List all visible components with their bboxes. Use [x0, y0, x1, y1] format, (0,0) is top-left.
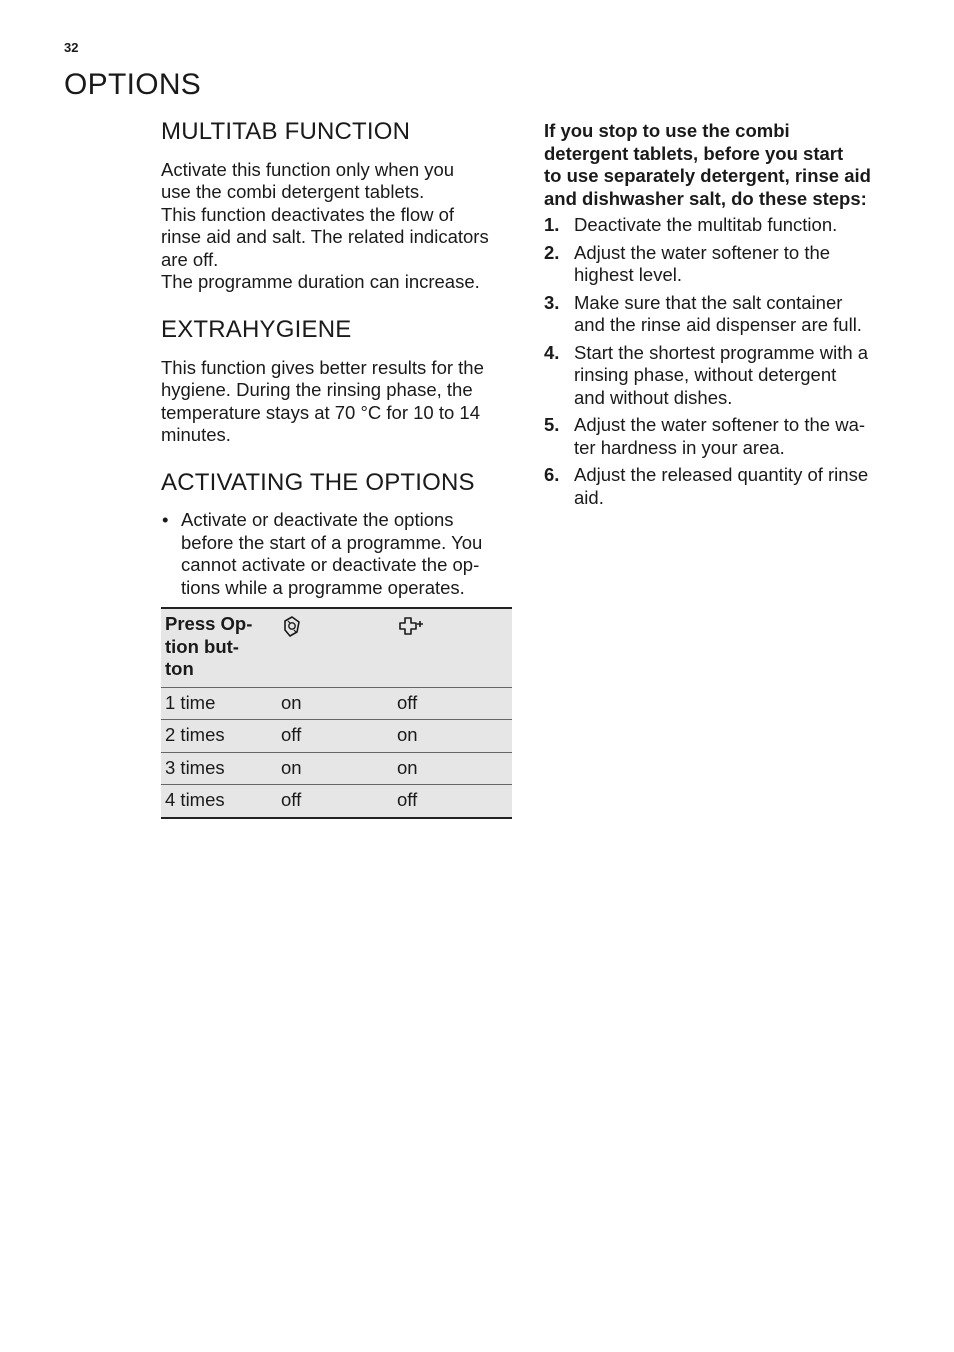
text-line: cannot activate or deactivate the op-	[181, 554, 480, 576]
multitab-text	[161, 159, 513, 294]
multitab-state-cell: off	[277, 785, 393, 818]
table-header-row	[161, 608, 512, 687]
text-line: Make sure that the salt container	[574, 291, 843, 313]
text-line: Start the shortest programme with a	[574, 341, 869, 363]
extrahygiene-state-cell: on	[393, 720, 512, 753]
text-line: Adjust the water softener to the	[574, 241, 831, 263]
step-item	[544, 242, 896, 287]
step-item	[544, 342, 896, 410]
header-line: Press Op-	[165, 613, 253, 635]
page-number: 32	[64, 40, 79, 55]
text-line: This function deactivates the flow of	[161, 203, 455, 225]
right-column	[544, 120, 896, 514]
text-line: Deactivate the multitab function.	[574, 214, 838, 235]
multitab-section	[161, 118, 513, 294]
step-item	[544, 414, 896, 459]
activating-heading: ACTIVATING THE OPTIONS	[161, 468, 475, 496]
step-number: 6.	[544, 464, 560, 485]
header-multitab-column	[277, 608, 393, 687]
step-number: 2.	[544, 241, 560, 263]
step-number: 3.	[544, 291, 560, 313]
extrahygiene-icon	[397, 615, 427, 639]
text-line: and without dishes.	[574, 386, 733, 408]
press-count-cell: 4 times	[161, 785, 277, 818]
multitab-state-cell: off	[277, 720, 393, 753]
text-line: temperature stays at 70 °C for 10 to 14	[161, 401, 480, 423]
text-line: and the rinse aid dispenser are full.	[574, 314, 862, 335]
extrahygiene-state-cell: on	[393, 752, 512, 785]
text-line: Activate this function only when you	[161, 158, 455, 180]
text-line: to use separately detergent, rinse aid	[544, 165, 871, 186]
steps-intro	[544, 120, 896, 210]
step-item	[544, 464, 896, 509]
text-line: This function gives better results for the	[161, 356, 484, 378]
press-count-cell: 3 times	[161, 752, 277, 785]
extrahygiene-section	[161, 316, 513, 447]
step-text	[574, 242, 896, 287]
step-number: 1.	[544, 214, 560, 235]
text-line: If you stop to use the combi	[544, 120, 790, 141]
step-text	[574, 214, 896, 237]
press-count-cell: 1 time	[161, 687, 277, 720]
text-line: The programme duration can increase.	[161, 271, 480, 293]
text-line: Adjust the water softener to the wa-	[574, 414, 866, 435]
text-line: Adjust the released quantity of rinse	[574, 464, 869, 485]
step-text	[574, 292, 896, 337]
left-column	[161, 118, 513, 819]
activating-bullet-list	[161, 509, 513, 599]
step-text	[574, 464, 896, 509]
text-line: aid.	[574, 486, 604, 508]
text-line: rinsing phase, without detergent	[574, 364, 837, 385]
table-row	[161, 720, 512, 753]
text-line: are off.	[161, 248, 219, 270]
table-row	[161, 687, 512, 720]
extrahygiene-text	[161, 357, 513, 447]
multitab-icon	[281, 615, 303, 639]
press-count-cell: 2 times	[161, 720, 277, 753]
header-line: tion but-	[165, 635, 239, 657]
text-line: ter hardness in your area.	[574, 436, 785, 458]
text-line: Activate or deactivate the options	[181, 509, 454, 531]
page-title: OPTIONS	[64, 68, 202, 101]
text-line: and dishwasher salt, do these steps:	[544, 187, 867, 209]
multitab-state-cell: on	[277, 687, 393, 720]
header-press-option-button	[161, 608, 277, 687]
text-line: tions while a programme operates.	[181, 576, 465, 598]
options-table	[161, 607, 512, 819]
text-line: detergent tablets, before you start	[544, 142, 844, 164]
header-line: ton	[165, 658, 194, 680]
bullet-item	[161, 509, 513, 599]
text-line: rinse aid and salt. The related indicators	[161, 226, 489, 248]
header-extrahygiene-column	[393, 608, 512, 687]
multitab-heading: MULTITAB FUNCTION	[161, 118, 411, 145]
multitab-state-cell: on	[277, 752, 393, 785]
text-line: use the combi detergent tablets.	[161, 181, 425, 203]
step-number: 5.	[544, 414, 560, 435]
text-line: minutes.	[161, 424, 231, 446]
steps-list	[544, 214, 896, 509]
extrahygiene-heading: EXTRAHYGIENE	[161, 315, 352, 343]
text-line: highest level.	[574, 264, 682, 285]
table-row	[161, 752, 512, 785]
activating-section	[161, 469, 513, 819]
step-item	[544, 292, 896, 337]
extrahygiene-state-cell: off	[393, 785, 512, 818]
step-number: 4.	[544, 341, 560, 363]
text-line: hygiene. During the rinsing phase, the	[161, 379, 473, 401]
text-line: before the start of a programme. You	[181, 531, 483, 553]
table-row	[161, 785, 512, 818]
extrahygiene-state-cell: off	[393, 687, 512, 720]
step-item	[544, 214, 896, 237]
step-text	[574, 414, 896, 459]
step-text	[574, 342, 896, 410]
